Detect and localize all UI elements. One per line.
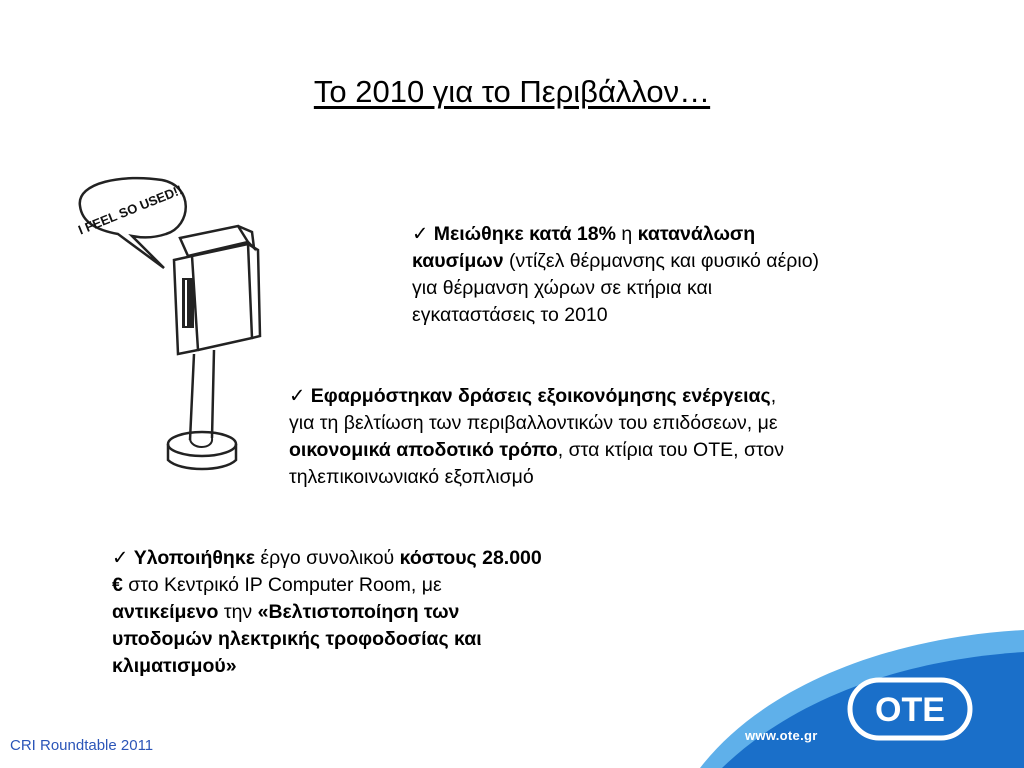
bullet-ip-computer-room <box>112 545 712 680</box>
bold-text: κλιματισμού» <box>112 655 237 677</box>
bullet-line <box>412 275 972 302</box>
bold-text: € <box>112 574 123 596</box>
text: έργο συνολικού <box>254 547 400 569</box>
bullet-energy-saving <box>289 383 989 491</box>
ote-logo-text: OTE <box>875 691 945 729</box>
text: για θέρμανση χώρων σε κτήρια και <box>412 277 713 299</box>
text: τηλεπικοινωνιακό εξοπλισμό <box>289 466 534 488</box>
bullet-line <box>112 599 712 626</box>
checkmark-icon: ✓ <box>112 547 134 569</box>
bullet-line <box>412 221 972 248</box>
bold-text: κόστους 28.000 <box>399 547 542 569</box>
bullet-line <box>289 383 989 410</box>
bold-text: Υλοποιήθηκε <box>133 547 255 569</box>
bullet-line <box>289 410 989 437</box>
bullet-fuel-consumption <box>412 221 972 329</box>
bold-text: καυσίμων <box>412 250 504 272</box>
bold-text: Μειώθηκε κατά 18% <box>433 223 616 245</box>
bullet-line <box>412 302 972 329</box>
bullet-line <box>412 248 972 275</box>
bold-text: υποδομών ηλεκτρικής τροφοδοσίας και <box>112 628 482 650</box>
text: (ντίζελ θέρμανσης και φυσικό αέριο) <box>503 250 820 272</box>
bullet-line <box>112 626 712 653</box>
text: την <box>218 601 258 623</box>
speech-bubble-text: I FEEL SO USED!! <box>76 182 185 238</box>
bullet-line <box>112 572 712 599</box>
bullet-line <box>112 545 712 572</box>
text: στο Κεντρικό IP Computer Room, με <box>122 574 442 596</box>
text: η <box>615 223 638 245</box>
ote-brand-corner <box>700 630 1024 768</box>
brand-url: www.ote.gr <box>745 728 818 743</box>
bullet-line <box>112 653 712 680</box>
checkmark-icon: ✓ <box>412 223 434 245</box>
bold-text: κατανάλωση <box>637 223 756 245</box>
phone-booth-illustration <box>62 168 284 486</box>
bullet-line <box>289 464 989 491</box>
bold-text: Εφαρμόστηκαν δράσεις εξοικονόμησης ενέργειας <box>310 385 771 407</box>
bullet-line <box>289 437 989 464</box>
text: , στα κτίρια του ΟΤΕ, στον <box>557 439 785 461</box>
footer-text: CRI Roundtable 2011 <box>10 737 154 754</box>
bold-text: οικονομικά αποδοτικό τρόπο <box>289 439 558 461</box>
slide-title: Το 2010 για το Περιβάλλον… <box>313 74 711 109</box>
text: για τη βελτίωση των περιβαλλοντικών του επιδόσεων, με <box>289 412 778 434</box>
checkmark-icon: ✓ <box>289 385 311 407</box>
text: εγκαταστάσεις το 2010 <box>412 304 608 326</box>
bold-text: αντικείμενο <box>112 601 219 623</box>
bold-text: «Βελτιστοποίηση των <box>257 601 460 623</box>
text: , <box>770 385 777 407</box>
